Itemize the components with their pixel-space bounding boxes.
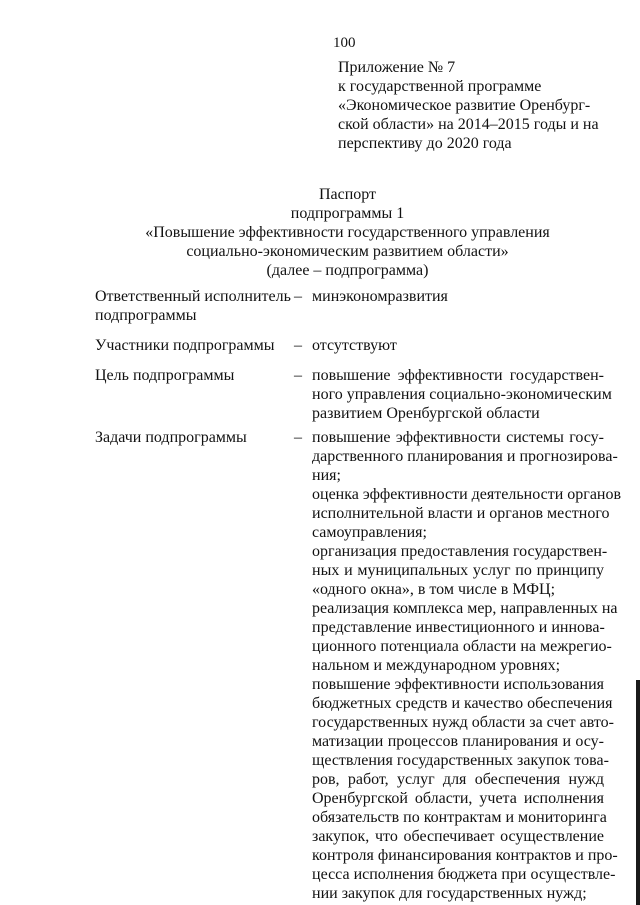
value-line: ществления государственных закупок това-: [312, 752, 609, 769]
value-line: дарственного планирования и прогнозирова-: [312, 448, 618, 465]
passport-title: [95, 185, 600, 280]
label-line: подпрограммы: [95, 307, 197, 324]
appendix-line: перспективу до 2020 года: [338, 135, 512, 152]
label-line: Ответственный исполнитель: [95, 288, 291, 305]
value-line: бюджетных средств и качество обеспечения: [312, 695, 613, 712]
passport-title-line: (далее – подпрограмма): [266, 262, 429, 279]
value-line: нальном и международном уровнях;: [312, 657, 561, 674]
value-line: минэкономразвития: [312, 288, 448, 305]
label-line: Участники подпрограммы: [95, 337, 275, 354]
value-line: повышение эффективности государствен-: [312, 367, 604, 384]
row-label: [95, 428, 295, 447]
value-line: отсутствуют: [312, 337, 397, 354]
row-dash: –: [294, 288, 302, 305]
value-line: ционного потенциала области на межрегио-: [312, 638, 612, 655]
value-line: повышение эффективности системы госу-: [312, 429, 604, 446]
row-dash: –: [294, 337, 302, 354]
value-line: организация предоставления государствен-: [312, 543, 608, 560]
value-line: матизации процессов планирования и осу-: [312, 733, 604, 750]
value-line: оценка эффективности деятельности органов: [312, 486, 622, 503]
page-number: 100: [333, 35, 356, 51]
row-dash: –: [294, 429, 302, 446]
value-line: ров, работ, услуг для обеспечения нужд: [312, 771, 604, 788]
value-line: развитием Оренбургской области: [312, 405, 540, 422]
value-line: закупок, что обеспечивает осуществление: [312, 828, 604, 845]
value-line: ния;: [312, 467, 341, 484]
value-line: «одного окна», в том числе в МФЦ;: [312, 581, 556, 598]
row-dash: –: [294, 367, 302, 384]
value-line: ных и муниципальных услуг по принципу: [312, 562, 604, 579]
appendix-line: «Экономическое развитие Оренбург-: [338, 97, 591, 114]
value-line: повышение эффективности использования: [312, 676, 604, 693]
value-line: Оренбургской области, учета исполнения: [312, 790, 604, 807]
row-label: [95, 287, 295, 325]
row-label: [95, 366, 295, 385]
appendix-header: [338, 58, 608, 153]
value-line: ного управления социально-экономическим: [312, 386, 612, 403]
label-line: Задачи подпрограммы: [95, 429, 247, 446]
appendix-line: ской области» на 2014–2015 годы и на: [338, 116, 599, 133]
row-value: [312, 366, 612, 423]
value-line: обязательств по контрактам и мониторинга: [312, 809, 607, 826]
appendix-line: Приложение № 7: [338, 59, 456, 76]
passport-title-line: «Повышение эффективности государственного управления: [145, 224, 550, 241]
row-value: [312, 428, 622, 903]
passport-title-line: социально-экономическим развитием области»: [186, 243, 509, 260]
value-line: контроля финансирования контрактов и про-: [312, 847, 618, 864]
passport-title-line: Паспорт: [318, 186, 377, 203]
value-line: нии закупок для государственных нужд;: [312, 885, 587, 902]
row-label: [95, 336, 295, 355]
passport-title-line: подпрограммы 1: [290, 205, 405, 222]
value-line: реализация комплекса мер, направленных на: [312, 600, 618, 617]
value-line: исполнительной власти и органов местного: [312, 505, 610, 522]
value-line: представление инвестиционного и иннова-: [312, 619, 605, 636]
scan-edge-bar: [636, 680, 640, 905]
value-line: самоуправления;: [312, 524, 427, 541]
value-line: цесса исполнения бюджета при осуществле-: [312, 866, 616, 883]
label-line: Цель подпрограммы: [95, 367, 235, 384]
value-line: государственных нужд области за счет авто-: [312, 714, 614, 731]
row-value: [312, 287, 604, 306]
appendix-line: к государственной программе: [338, 78, 542, 95]
row-value: [312, 336, 604, 355]
